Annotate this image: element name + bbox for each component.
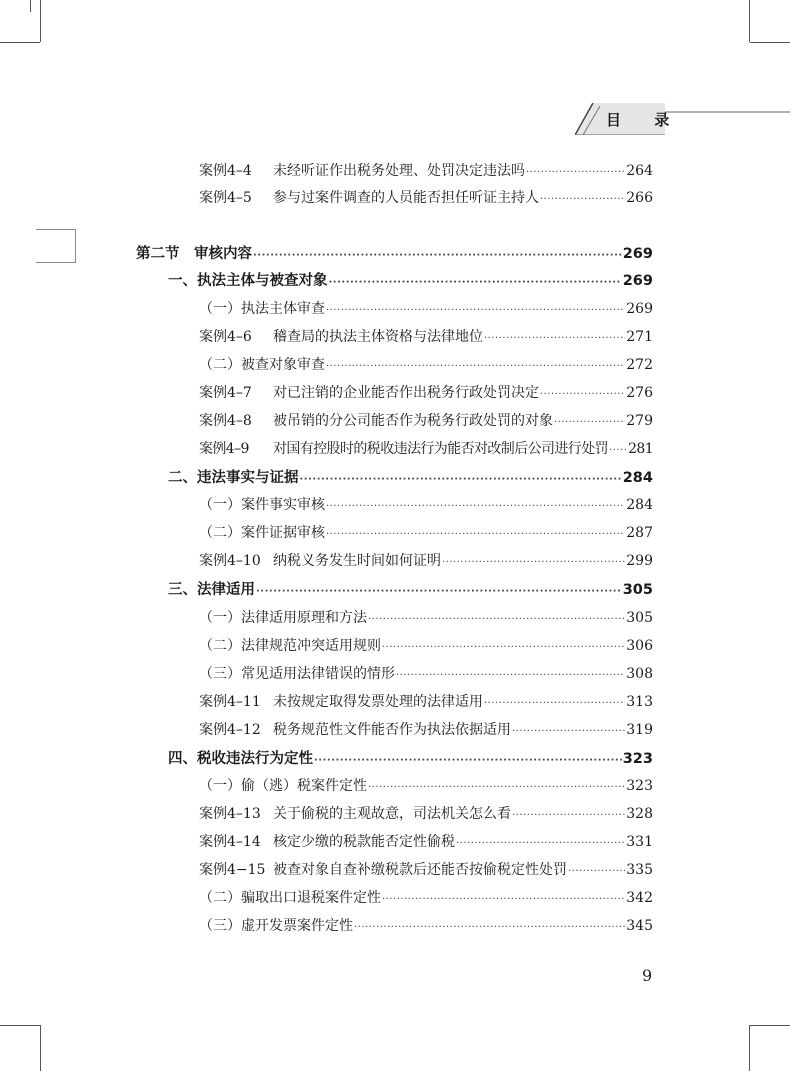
toc-entry[interactable] xyxy=(199,438,653,458)
toc-entry[interactable] xyxy=(199,803,653,823)
entry-page: 284 xyxy=(622,470,653,486)
entry-page: 308 xyxy=(626,666,653,682)
entry-title: 第二节 审核内容 xyxy=(136,246,252,262)
entry-page: 306 xyxy=(626,638,653,654)
entry-title: （一）执法主体审查 xyxy=(199,301,325,317)
case-code: 案例4–5 xyxy=(199,190,252,206)
toc-entry[interactable] xyxy=(199,719,653,739)
leader-dots xyxy=(540,194,625,205)
entry-title: 税务规范性文件能否作为执法依据适用 xyxy=(273,722,511,738)
entry-page: 342 xyxy=(626,890,653,906)
crop-mark xyxy=(750,42,790,43)
entry-title: （二）案件证据审核 xyxy=(199,525,325,541)
entry-title: 三、法律适用 xyxy=(168,582,255,598)
leader-dots xyxy=(554,417,625,428)
entry-title: （三）虚开发票案件定性 xyxy=(199,918,353,934)
toc-entry[interactable] xyxy=(199,859,653,879)
entry-page: 331 xyxy=(626,834,653,850)
leader-dots xyxy=(512,810,625,821)
case-code: 案例4−15 xyxy=(199,862,266,878)
toc-heading[interactable] xyxy=(168,466,653,487)
crop-mark xyxy=(0,42,40,43)
entry-page: 335 xyxy=(626,862,653,878)
page-number: 9 xyxy=(642,966,653,985)
entry-title: 被查对象自查补缴税款后还能否按偷税定性处罚 xyxy=(273,862,567,878)
toc-entry[interactable] xyxy=(199,831,653,851)
toc-subsection[interactable] xyxy=(199,298,653,318)
toc-subsection[interactable] xyxy=(199,775,653,795)
entry-title: （一）案件事实审核 xyxy=(199,497,325,513)
toc-subsection[interactable] xyxy=(199,494,653,514)
toc-subsection[interactable] xyxy=(199,522,653,542)
crop-mark xyxy=(40,0,41,42)
entry-title: 未按规定取得发票处理的法律适用 xyxy=(273,694,483,710)
entry-title: （一）偷（逃）税案件定性 xyxy=(199,778,367,794)
entry-page: 269 xyxy=(622,273,653,289)
entry-page: 272 xyxy=(626,357,653,373)
entry-title: 对国有控股时的税收违法行为能否对改制后公司进行处罚 xyxy=(273,441,608,457)
entry-title: （二）骗取出口退税案件定性 xyxy=(199,890,381,906)
leader-dots xyxy=(253,250,622,261)
crop-mark xyxy=(750,1025,790,1026)
toc-entry[interactable] xyxy=(199,410,653,430)
toc-entry[interactable] xyxy=(199,160,653,180)
entry-title: 一、执法主体与被查对象 xyxy=(168,273,328,289)
crop-mark xyxy=(0,1025,40,1026)
entry-page: 281 xyxy=(628,441,653,457)
leader-dots xyxy=(326,361,625,372)
entry-page: 279 xyxy=(626,413,653,429)
leader-dots xyxy=(442,557,625,568)
crop-mark xyxy=(30,0,31,12)
entry-page: 269 xyxy=(622,246,653,262)
entry-page: 299 xyxy=(626,553,653,569)
toc-heading[interactable] xyxy=(168,269,653,290)
entry-title: 参与过案件调查的人员能否担任听证主持人 xyxy=(273,190,539,206)
toc-subsection[interactable] xyxy=(199,607,653,627)
entry-page: 269 xyxy=(626,301,653,317)
entry-page: 345 xyxy=(626,918,653,934)
case-code: 案例4–6 xyxy=(199,329,252,345)
case-code: 案例4–8 xyxy=(199,413,252,429)
entry-title: （一）法律适用原理和方法 xyxy=(199,610,367,626)
entry-title: 未经听证作出税务处理、处罚决定违法吗 xyxy=(273,163,525,179)
toc-entry[interactable] xyxy=(199,382,653,402)
entry-page: 271 xyxy=(626,329,653,345)
leader-dots xyxy=(456,838,625,849)
entry-page: 266 xyxy=(626,190,653,206)
crop-mark xyxy=(40,1025,41,1071)
toc-entry[interactable] xyxy=(199,326,653,346)
leader-dots xyxy=(568,866,625,877)
leader-dots xyxy=(326,501,625,512)
header-title: 目 录 xyxy=(606,111,684,129)
leader-dots xyxy=(256,586,622,597)
leader-dots xyxy=(326,305,625,316)
leader-dots xyxy=(314,755,622,766)
entry-page: 305 xyxy=(622,582,653,598)
case-code: 案例4–10 xyxy=(199,553,261,569)
crop-mark xyxy=(749,1025,750,1071)
entry-page: 328 xyxy=(626,806,653,822)
entry-title: 关于偷税的主观故意，司法机关怎么看 xyxy=(273,806,511,822)
toc-section[interactable] xyxy=(136,242,653,263)
leader-dots xyxy=(540,389,625,400)
case-code: 案例4–14 xyxy=(199,834,261,850)
crop-mark xyxy=(749,0,750,42)
leader-dots xyxy=(526,167,625,178)
entry-page: 319 xyxy=(626,722,653,738)
entry-page: 313 xyxy=(626,694,653,710)
leader-dots xyxy=(354,922,625,933)
entry-title: （三）常见适用法律错误的情形 xyxy=(199,666,395,682)
case-code: 案例4–7 xyxy=(199,385,252,401)
leader-dots xyxy=(326,529,625,540)
entry-title: 四、税收违法行为定性 xyxy=(168,751,313,767)
case-code: 案例4–11 xyxy=(199,694,261,710)
toc-entry[interactable] xyxy=(199,550,653,570)
entry-page: 323 xyxy=(622,751,653,767)
entry-title: 对已注销的企业能否作出税务行政处罚决定 xyxy=(273,385,539,401)
leader-dots xyxy=(329,277,622,288)
entry-title: 被吊销的分公司能否作为税务行政处罚的对象 xyxy=(273,413,553,429)
toc-entry[interactable] xyxy=(199,187,653,207)
side-tab-marker xyxy=(36,229,76,263)
toc-heading[interactable] xyxy=(168,578,653,599)
toc-subsection[interactable] xyxy=(199,887,653,907)
entry-page: 287 xyxy=(626,525,653,541)
case-code: 案例4–12 xyxy=(199,722,261,738)
toc-subsection[interactable] xyxy=(199,663,653,683)
entry-page: 276 xyxy=(626,385,653,401)
leader-dots xyxy=(396,670,625,681)
leader-dots xyxy=(382,642,625,653)
leader-dots xyxy=(609,445,627,456)
entry-page: 323 xyxy=(626,778,653,794)
toc-entry[interactable] xyxy=(199,691,653,711)
entry-page: 264 xyxy=(626,163,653,179)
leader-dots xyxy=(300,474,622,485)
leader-dots xyxy=(368,782,625,793)
entry-title: 稽查局的执法主体资格与法律地位 xyxy=(273,329,483,345)
entry-page: 305 xyxy=(626,610,653,626)
entry-title: （二）法律规范冲突适用规则 xyxy=(199,638,381,654)
entry-title: 核定少缴的税款能否定性偷税 xyxy=(273,834,455,850)
leader-dots xyxy=(484,698,625,709)
leader-dots xyxy=(484,333,625,344)
leader-dots xyxy=(368,614,625,625)
case-code: 案例4–13 xyxy=(199,806,261,822)
toc-subsection[interactable] xyxy=(199,354,653,374)
leader-dots xyxy=(382,894,625,905)
entry-page: 284 xyxy=(626,497,653,513)
case-code: 案例4–4 xyxy=(199,163,252,179)
toc-subsection[interactable] xyxy=(199,635,653,655)
leader-dots xyxy=(512,726,625,737)
entry-title: 二、违法事实与证据 xyxy=(168,470,299,486)
toc-subsection[interactable] xyxy=(199,915,653,935)
case-code: 案例4–9 xyxy=(199,441,249,457)
entry-title: （二）被查对象审查 xyxy=(199,357,325,373)
toc-heading[interactable] xyxy=(168,747,653,768)
entry-title: 纳税义务发生时间如何证明 xyxy=(273,553,441,569)
